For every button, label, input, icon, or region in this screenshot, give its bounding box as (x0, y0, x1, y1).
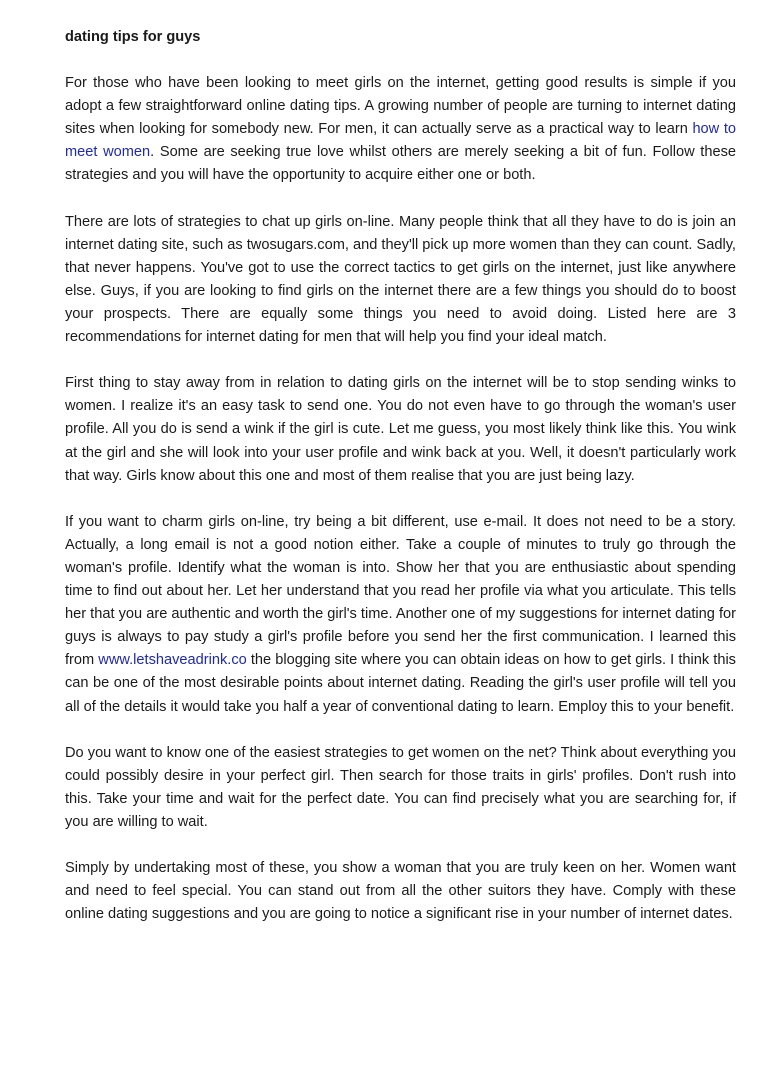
paragraph-5 (65, 742, 736, 834)
document-page (65, 26, 736, 950)
paragraph-2 (65, 211, 736, 350)
paragraph-text: Simply by undertaking most of these, you show a woman that you are truly keen on her. Women want and need to feel special. You can stand out from all the other suitors they have. Comply with these online dating suggestions and you are going to notice a significant rise in your number of internet dates. (65, 860, 736, 923)
paragraph-text: There are lots of strategies to chat up girls on-line. Many people think that all they have to do is join an internet dating site, such as twosugars.com, and they'll pick up more women than they can count. Sadly, that never happens. You've got to use the correct tactics to get girls on the internet, just like anywhere else. Guys, if you are looking to find girls on the internet there are a few things you should do to boost your prospects. There are equally some things you need to avoid doing. Listed here are 3 recommendations for internet dating for men that will help you find your ideal match. (65, 213, 736, 346)
paragraph-4 (65, 511, 736, 719)
paragraph-text: If you want to charm girls on-line, try being a bit different, use e-mail. It does not need to be a story. Actually, a long email is not a good notion either. Take a couple of minutes to truly go through the woman's profile. Identify what the woman is into. Show her that you are enthusiastic about spending time to find out about her. Let her understand that you read her profile via what you articulate. This tells her that you are authentic and worth the girl's time. Another one of my suggestions for internet dating for guys is always to pay study a girl's profile before you send her the first communication. I learned this from (65, 513, 736, 669)
paragraph-3 (65, 372, 736, 487)
paragraph-text: For those who have been looking to meet girls on the internet, getting good results is simple if you adopt a few straightforward online dating tips. A growing number of people are turning to internet dating sites when looking for somebody new. For men, it can actually serve as a practical way to learn (65, 75, 736, 138)
paragraph-text: . Some are seeking true love whilst others are merely seeking a bit of fun. Follow these strategies and you will have the opportunity to acquire either one or both. (65, 144, 737, 184)
letshaveadrink-link[interactable]: www.letshaveadrink.co (98, 652, 247, 669)
paragraph-text: the blogging site where you can obtain ideas on how to get girls. I think this can be one of the most desirable points about internet dating. Reading the girl's user profile will tell you all of the details it would take you half a year of conventional dating to learn. Employ this to your benefit. (65, 652, 736, 715)
paragraph-text: First thing to stay away from in relation to dating girls on the internet will be to stop sending winks to women. I realize it's an easy task to send one. You do not even have to go through the woman's user profile. All you do is send a wink if the girl is cute. Let me guess, you most likely think like this. You wink at the girl and she will look into your user profile and wink back at you. Well, it doesn't particularly work that way. Girls know about this one and most of them realise that you are just being lazy. (65, 375, 736, 484)
how-to-meet-women-link[interactable]: how to meet women (65, 121, 736, 161)
paragraph-text: Do you want to know one of the easiest strategies to get women on the net? Think about everything you could possibly desire in your perfect girl. Then search for those traits in girls' profiles. Don't rush into this. Take your time and wait for the perfect date. You can find precisely what you are searching for, if you are willing to wait. (65, 744, 736, 830)
paragraph-6 (65, 857, 736, 926)
document-title: dating tips for guys (65, 29, 201, 45)
paragraph-1 (65, 72, 736, 187)
